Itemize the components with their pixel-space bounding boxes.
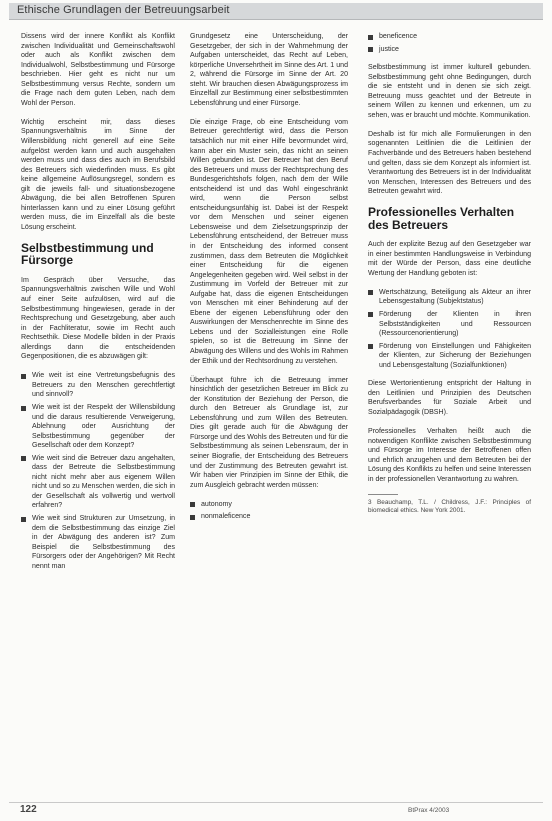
page-header bbox=[9, 3, 543, 20]
column-middle bbox=[190, 32, 348, 531]
footnote-divider bbox=[368, 494, 398, 495]
paragraph: Deshalb ist für mich alle Formulierungen in den sogenannten Leitlinien die die Leitlinien der Fachverbände und des Betreuers haben bestehend und gelten, dass sie dem Konzept als informiert ist. Verantwortung des Betreuers ist in der Individualität von Menschen, Interessen des Betreuers und des Betreuten gewahrt wird. bbox=[368, 130, 531, 196]
list-item: nonmaleficence bbox=[190, 512, 348, 522]
bullet-list bbox=[368, 288, 531, 370]
section-heading: Selbstbestimmung und Fürsorge bbox=[21, 240, 154, 268]
paragraph: Im Gespräch über Versuche, das Spannungsverhältnis zwischen Wille und Wohl auf einer Seite aufzulösen, wird auf die Selbstbestimmung hingewiesen, gerade in der Rechtsprechung und Gesetzgebung, aber auch in der Fachliteratur, sowie im Recht auch Rechtsethik. Diese Modelle bilden in der Praxis allerdings dann die entscheidenden Gegenpositionen, die es abzuwägen gilt: bbox=[21, 276, 175, 361]
paragraph: Grundgesetz eine Unterscheidung, der Gesetzgeber, der sich in der Wahrnehmung der Aufgaben unterscheidet, das Recht auf Leben, körperliche Unversehrtheit im Sinne des Art. 1 und 2, während die Fürsorge im Sinne der Art. 20 steht. Wir brauchen diesen Abwägungsprozess im Einzelfall zur Bestimmung einer selbstbestimmten Lebensführung und einer Fürsorge. bbox=[190, 33, 348, 107]
paragraph: Diese Wertorientierung entspricht der Haltung in den Leitlinien und Prinzipien des Deutschen Berufsverbandes für Soziale Arbeit und Sozialpädagogik (DBSH). bbox=[368, 380, 531, 416]
section-heading: Professionelles Verhalten des Betreuers bbox=[368, 205, 515, 232]
list-item: autonomy bbox=[190, 500, 348, 510]
paragraph: Selbstbestimmung ist immer kulturell gebunden. Selbstbestimmung geht ohne Bedingungen, durch die sie entsteht und in denen sie sich zeigt. Betreuung muss geachtet und der Betreute in seinem Willen zu kennen und erkennen, um zu sehen, was er braucht und möchte. Kommunikation. bbox=[368, 64, 531, 119]
journal-reference: BtPrax 4/2003 bbox=[408, 807, 450, 814]
list-item: justice bbox=[368, 45, 531, 55]
page-number: 122 bbox=[20, 804, 37, 815]
paragraph: Überhaupt führe ich die Betreuung immer hinsichtlich der gesetzlichen Betreuer im Blick zu der Konstitution der Beziehung der Person, die durch den Betreuer als Grundlage ist, zur Lebensführung und zum Willen des Betreuten. Dies gilt gerade auch für die Abwägung der Fürsorge und des Wohls des Betreuten und für die Selbstbestimmung als seinen Lebensraum, der in seiner Biografie, der Entscheidung des Betreuers und der Zustimmung des Betreuten gewahrt ist. Wir haben vier Prinzipien im Sinne der Ethik, die zum Ausgleich gebracht werden müssen: bbox=[190, 376, 348, 489]
bullet-list bbox=[190, 500, 348, 522]
bullet-list bbox=[368, 32, 531, 54]
column-right bbox=[368, 32, 531, 515]
list-item: Wie weit sind die Betreuer dazu angehalten, dass der Betreute die Selbstbestimmung nicht nicht mehr aber aus eigenem Willen nicht und so zu Menschen werden, die sich in der Gesellschaft als vollwertig und wertvoll erfahren? bbox=[21, 454, 175, 511]
paragraph: Auch der explizite Bezug auf den Gesetzgeber war in einer bestimmten Handlungsweise in Verbindung mit der Würde der Person, dass eine deutliche Wertung der Handlung geboten ist: bbox=[368, 241, 531, 277]
paragraph: Professionelles Verhalten heißt auch die notwendigen Konflikte zwischen Selbstbestimmung und Fürsorge im Interesse der Betroffenen offen und ehrlich anzugehen und dem Betreuten bei der Lösung des Konflikts zu helfen und seine Interessen in der professionellen Verantwortung zu wahren. bbox=[368, 427, 531, 483]
list-item: Wie weit ist der Respekt der Willensbildung und die daraus resultierende Verweigerung, Ablehnung oder Ausrichtung der Selbstbestimmung gegenüber der Gesellschaft oder dem Konzept? bbox=[21, 403, 175, 451]
header-title: Ethische Grundlagen der Betreuungsarbeit bbox=[17, 4, 230, 16]
list-item: Wie weit ist eine Vertretungsbefugnis des Betreuers zu den Menschen gerechtfertigt und sinnvoll? bbox=[21, 371, 175, 400]
list-item: Wertschätzung, Beteiligung als Akteur an ihrer Lebensgestaltung (Subjektstatus) bbox=[368, 288, 531, 307]
footnote: 3 Beauchamp, T.L. / Childress, J.F.: Principles of biomedical ethics. New York 2001. bbox=[368, 498, 531, 514]
paragraph: Wichtig erscheint mir, dass dieses Spannungsverhältnis im Sinne der Willensbildung nicht generell auf eine Seite aufgelöst werden kann und auch ausgehalten werden muss und dass dies auch im Berufsbild des Betreuers sich wiederfinden muss. Es gibt keine allgemeine Auflösungsregel, sondern es gilt die jeweils fall- und situationsbezogene Abwägung, die bei allen Betroffenen Spuren hinterlassen kann und zu einer Lösung geführt werden muss, die im Einzelfall als die beste Lösung erscheint. bbox=[21, 118, 175, 231]
paragraph: Die einzige Frage, ob eine Entscheidung vom Betreuer gerechtfertigt wird, dass die Person tatsächlich nur mit einer Hilfe bevormundet wird, kann aber ein Muster sein, das nicht an seinen Willen gebunden ist. Der Betreuer hat den Beruf des Betreuers und muss der Rechtsprechung des Bundesgerichtshofs folgen, nach dem der Wille entscheidend ist und das Wohl eingeschränkt wird, wenn die Person selbst entscheidungsunfähig ist. Dabei ist der Respekt vor dem Menschen und seiner eigenen Lebensweise und dem Zielsetzungsprinzip der Lebensführung entscheidend, der Betreuer muss in der Entscheidung des informed consent zustimmen, dass dem Betreuten die Möglichkeit einer Entscheidung für die eigenen Angelegenheiten gegeben wird. Weil selbst in der Zustimmung im Vorfeld der Betreuer mit zur Aufgabe hat, dass die eigenen Entscheidungen von Menschen mit einer Behinderung auf der Ebene der eigenen Lebensführung oder den Auswirkungen der Menschenrechte im Sinne des Lebens und der Sozialleistungen eine Rolle spielen, so ist die Betreuung im Sinne der Abwägung des Willens und des Wohls im Rahmen der Ethik und der Rechtsordnung zu verstehen. bbox=[190, 118, 348, 365]
paragraph: Dissens wird der innere Konflikt als Konflikt zwischen Individualität und Gemeinschaftswohl oder auch als Konflikt zwischen dem Individualwohl, Selbstbestimmung und Fürsorge beschrieben. Hier geht es nicht nur um Selbstbestimmung versus Rechte, sondern um die Frage nach dem guten Leben, nach dem Wohl der Person. bbox=[21, 33, 175, 107]
list-item: Wie weit sind Strukturen zur Umsetzung, in dem die Selbstbestimmung das einzige Ziel in der Abwägung des anderen ist? Zum Beispiel die Selbstbestimmung des Fürsorgers oder der Angehörigen? Mit Recht nennt man bbox=[21, 514, 175, 571]
column-left bbox=[21, 32, 175, 580]
footer-divider bbox=[9, 802, 543, 803]
list-item: Förderung der Klienten in ihren Selbstständigkeiten und Ressourcen (Ressourcenorientierung) bbox=[368, 310, 531, 339]
bullet-list bbox=[21, 371, 175, 571]
list-item: Förderung von Einstellungen und Fähigkeiten der Klienten, zur Sicherung der Beziehungen und Lebensgestaltung (Sozialfunktionen) bbox=[368, 342, 531, 371]
list-item: beneficence bbox=[368, 32, 531, 42]
